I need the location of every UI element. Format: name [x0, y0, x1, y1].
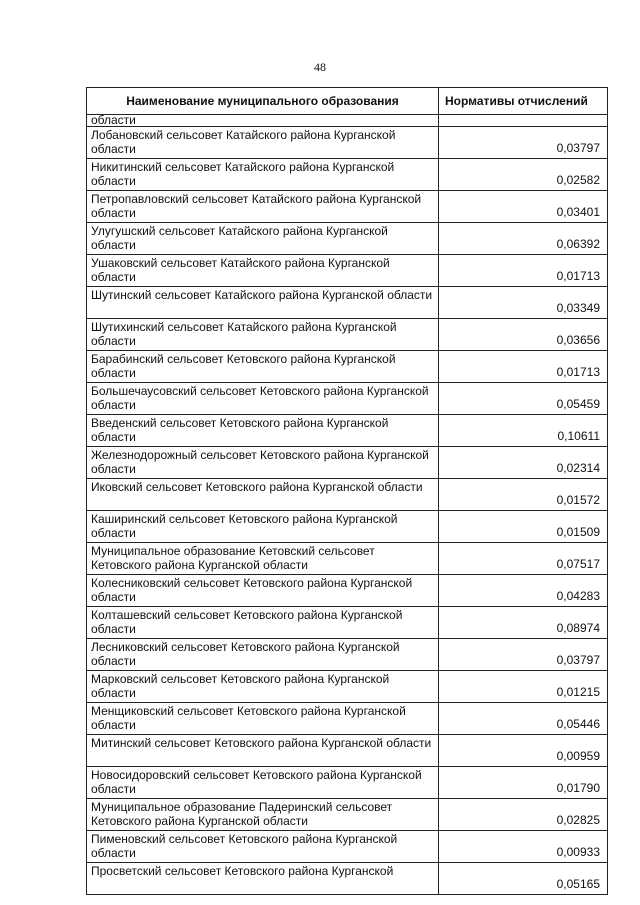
normative-value: 0,00959 [439, 735, 608, 767]
municipality-name: Просветский сельсовет Кетовского района Курганской [87, 863, 439, 895]
table-row [87, 127, 608, 159]
municipality-name: Колесниковский сельсовет Кетовского района Курганской области [87, 575, 439, 607]
table-row [87, 831, 608, 863]
normative-value: 0,01790 [439, 767, 608, 799]
column-header-name: Наименование муниципального образования [87, 88, 439, 115]
table-row [87, 703, 608, 735]
table-row [87, 223, 608, 255]
table-row [87, 351, 608, 383]
page-number: 48 [314, 60, 326, 74]
normative-value: 0,05446 [439, 703, 608, 735]
normative-value: 0,03349 [439, 287, 608, 319]
normative-value: 0,04283 [439, 575, 608, 607]
normative-value: 0,02825 [439, 799, 608, 831]
municipality-name: Менщиковский сельсовет Кетовского района Курганской области [87, 703, 439, 735]
normative-value: 0,03797 [439, 639, 608, 671]
normative-value: 0,01215 [439, 671, 608, 703]
normative-value: 0,03797 [439, 127, 608, 159]
table-row [87, 511, 608, 543]
table-row [87, 799, 608, 831]
normative-value: 0,01572 [439, 479, 608, 511]
municipality-name: Железнодорожный сельсовет Кетовского района Курганской области [87, 447, 439, 479]
normative-value: 0,02582 [439, 159, 608, 191]
municipality-name: Колташевский сельсовет Кетовского района Курганской области [87, 607, 439, 639]
table-row [87, 543, 608, 575]
normative-value: 0,01713 [439, 351, 608, 383]
municipality-name: Барабинский сельсовет Кетовского района Курганской области [87, 351, 439, 383]
table-row [87, 767, 608, 799]
table-row [87, 479, 608, 511]
column-header-normatives: Нормативы отчислений [439, 88, 608, 115]
normative-value: 0,05165 [439, 863, 608, 895]
municipality-name: Шутинский сельсовет Катайского района Курганской области [87, 287, 439, 319]
normative-value: 0,00933 [439, 831, 608, 863]
table-row [87, 607, 608, 639]
normative-value: 0,07517 [439, 543, 608, 575]
municipality-name: Марковский сельсовет Кетовского района Курганской области [87, 671, 439, 703]
normative-value: 0,01509 [439, 511, 608, 543]
table-row [87, 863, 608, 895]
municipality-name: Пименовский сельсовет Кетовского района Курганской области [87, 831, 439, 863]
municipality-name: Введенский сельсовет Кетовского района Курганской области [87, 415, 439, 447]
normative-value: 0,06392 [439, 223, 608, 255]
continuation-value [439, 115, 608, 127]
table-row [87, 575, 608, 607]
municipality-name: Новосидоровский сельсовет Кетовского района Курганской области [87, 767, 439, 799]
normative-value: 0,03656 [439, 319, 608, 351]
municipality-name: Муниципальное образование Падеринский сельсовет Кетовского района Курганской области [87, 799, 439, 831]
table-row [87, 319, 608, 351]
table-row [87, 735, 608, 767]
table-row [87, 415, 608, 447]
table-row [87, 447, 608, 479]
normative-value: 0,05459 [439, 383, 608, 415]
municipality-name: Улугушский сельсовет Катайского района Курганской области [87, 223, 439, 255]
normative-value: 0,08974 [439, 607, 608, 639]
municipality-name: Муниципальное образование Кетовский сельсовет Кетовского района Курганской области [87, 543, 439, 575]
table-row [87, 191, 608, 223]
table-row [87, 383, 608, 415]
table-row [87, 671, 608, 703]
table-row [87, 639, 608, 671]
municipality-name: Петропавловский сельсовет Катайского района Курганской области [87, 191, 439, 223]
municipality-name: Каширинский сельсовет Кетовского района Курганской области [87, 511, 439, 543]
normative-value: 0,01713 [439, 255, 608, 287]
municipality-name: Ушаковский сельсовет Катайского района Курганской области [87, 255, 439, 287]
table-row [87, 287, 608, 319]
municipality-name: Большечаусовский сельсовет Кетовского района Курганской области [87, 383, 439, 415]
continuation-row [87, 115, 608, 127]
normative-value: 0,10611 [439, 415, 608, 447]
municipality-name: Иковский сельсовет Кетовского района Курганской области [87, 479, 439, 511]
normative-value: 0,03401 [439, 191, 608, 223]
table-row [87, 255, 608, 287]
municipality-name: Никитинский сельсовет Катайского района Курганской области [87, 159, 439, 191]
table-header-row [87, 88, 608, 115]
municipality-name: Лесниковский сельсовет Кетовского района Курганской области [87, 639, 439, 671]
normative-value: 0,02314 [439, 447, 608, 479]
municipality-name: Митинский сельсовет Кетовского района Курганской области [87, 735, 439, 767]
table-row [87, 159, 608, 191]
municipality-name: Лобановский сельсовет Катайского района Курганской области [87, 127, 439, 159]
municipality-name: Шутихинский сельсовет Катайского района Курганской области [87, 319, 439, 351]
continuation-text: области [87, 115, 439, 127]
normatives-table [86, 87, 608, 895]
